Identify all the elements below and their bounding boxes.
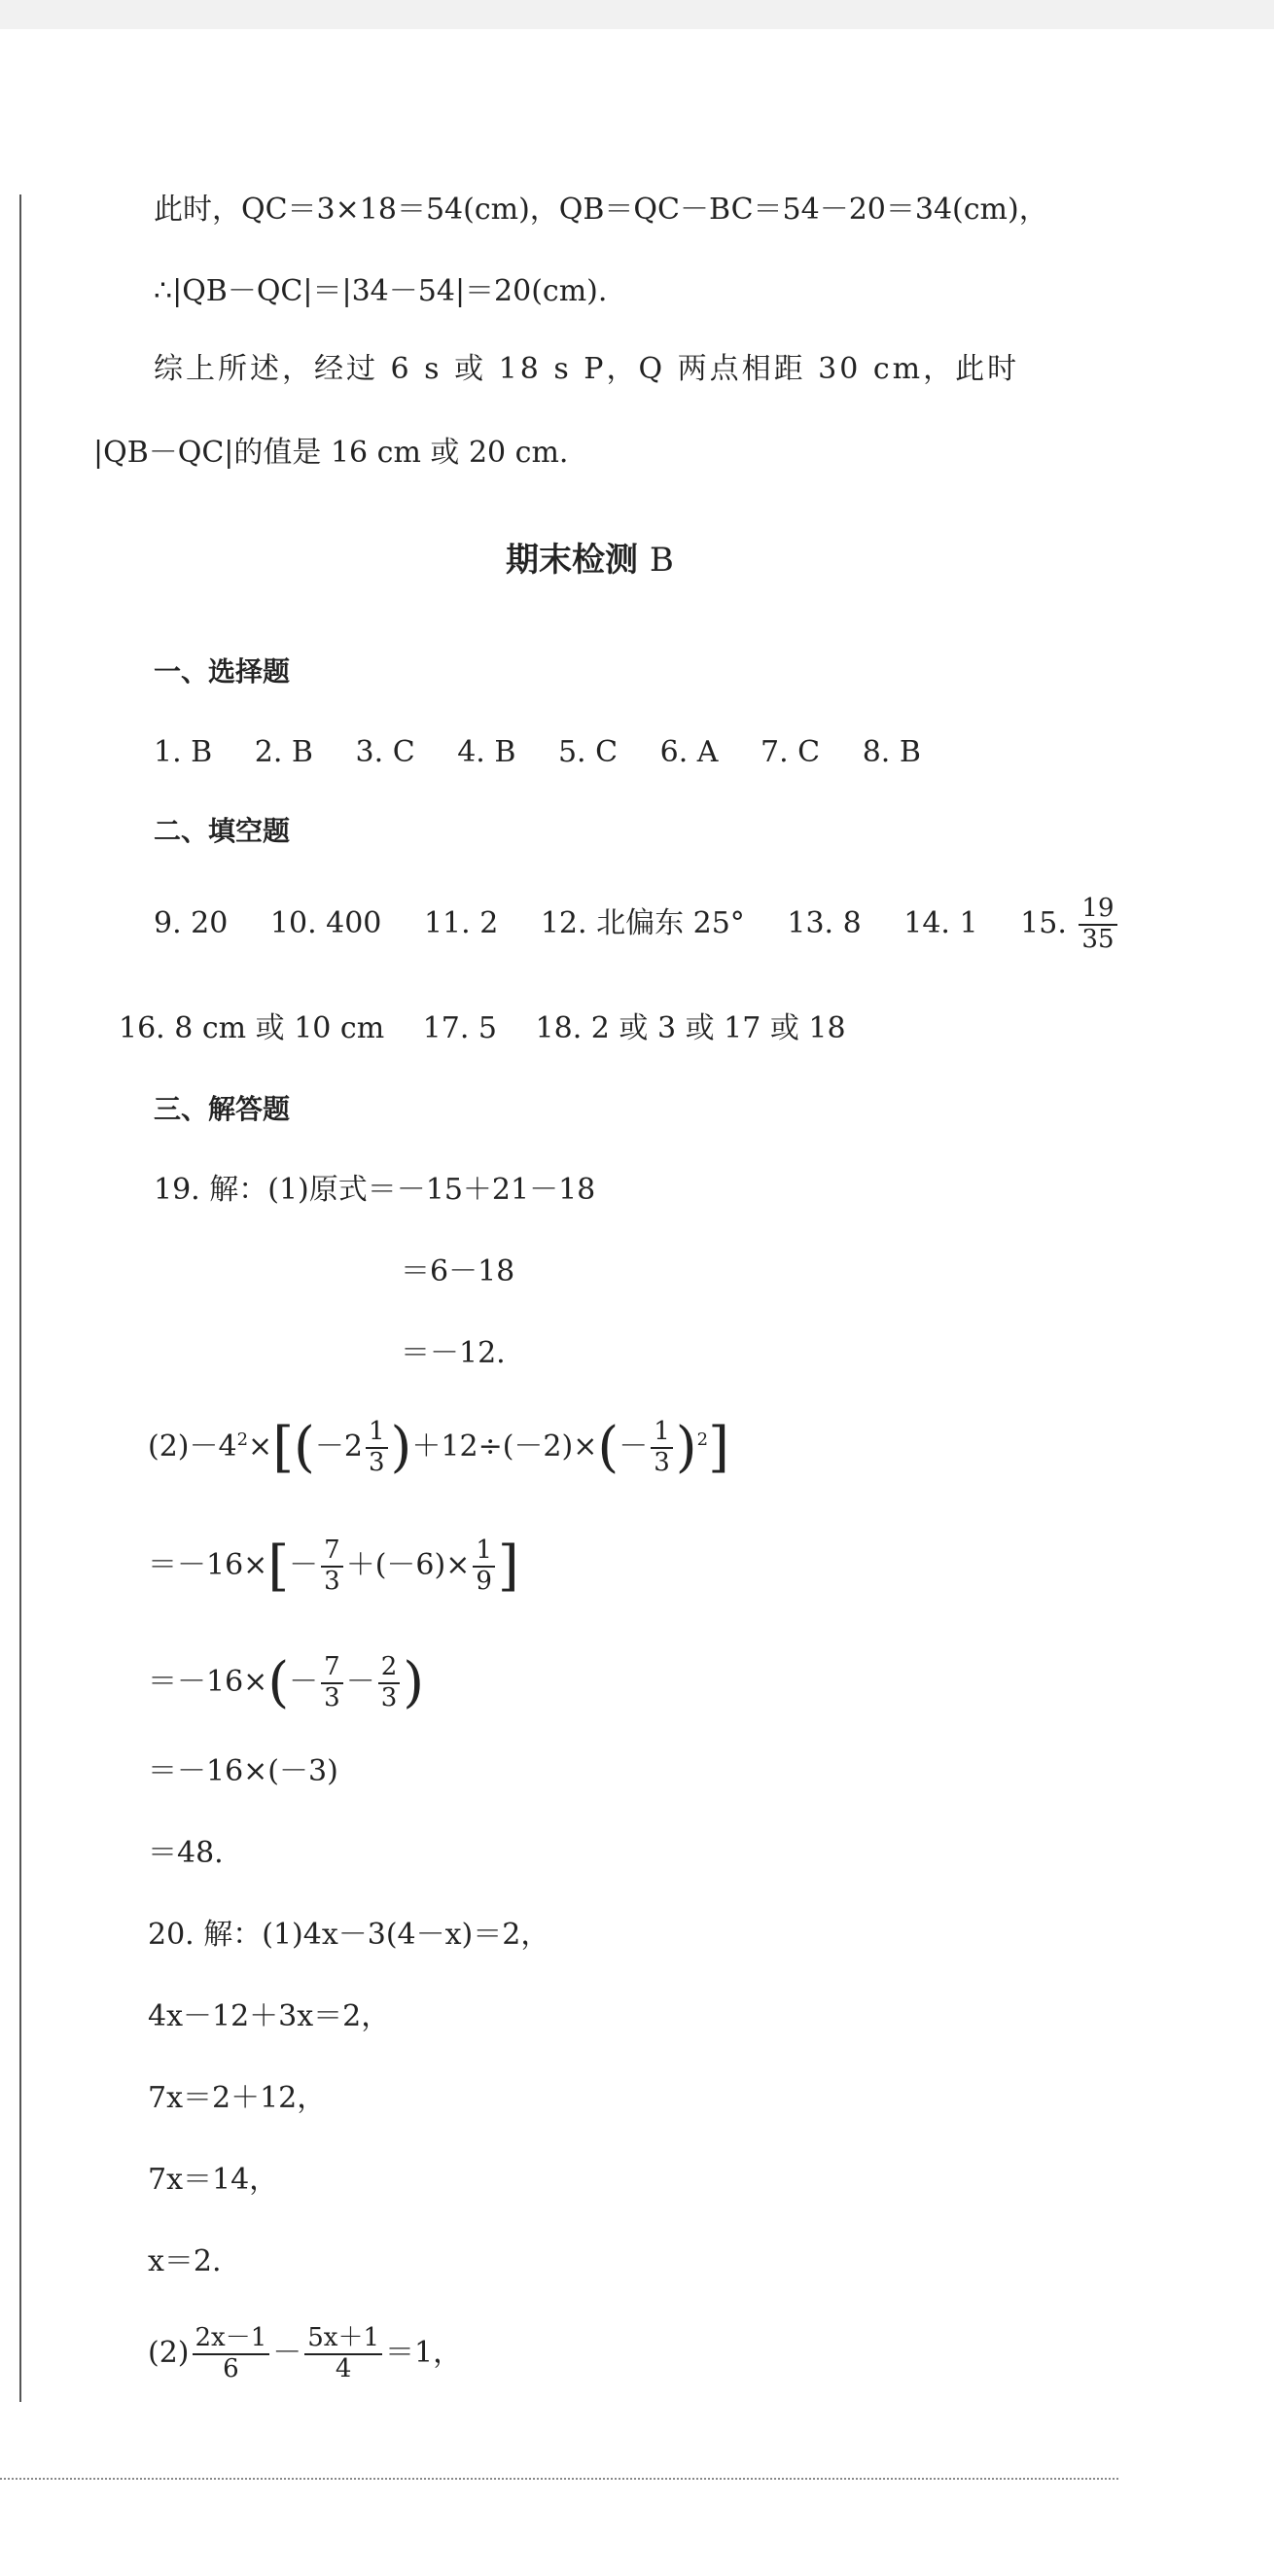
fill-answer: 15. bbox=[1020, 905, 1067, 940]
fill-answer: 11. 2 bbox=[423, 905, 499, 940]
section-heading-fill: 二、填空题 bbox=[154, 815, 291, 847]
text-line-4: |QB－QC|的值是 16 cm 或 20 cm. bbox=[93, 436, 569, 470]
section-heading-solve: 三、解答题 bbox=[154, 1093, 291, 1125]
fraction-19-35: $\frac{19}{35}$ bbox=[1079, 895, 1116, 955]
text-line-2: ∴|QB－QC|＝|34－54|＝20(cm). bbox=[154, 274, 608, 308]
q19-line-1: 19. 解：(1)原式＝－15＋21－18 bbox=[154, 1173, 596, 1207]
q19-line-3: ＝－12. bbox=[401, 1336, 506, 1370]
choice-answer: 8. B bbox=[862, 735, 921, 769]
fill-answer: 13. 8 bbox=[787, 905, 862, 940]
choice-answer: 1. B bbox=[154, 735, 213, 769]
q19-step-2: ＝－16×(－ $\frac{7}{3}$ － $\frac{2}{3}$ ) bbox=[148, 1650, 425, 1714]
choice-answer-row bbox=[154, 735, 921, 770]
q20-line-5: x＝2. bbox=[148, 2244, 222, 2278]
q19-step-1: ＝－16×[－ $\frac{7}{3}$ ＋(－6)× $\frac{1}{9}$ ] bbox=[148, 1534, 519, 1598]
choice-answer: 4. B bbox=[457, 735, 516, 769]
fraction-right: $\frac{5x+1}{4}$ bbox=[304, 2324, 382, 2384]
page-title bbox=[506, 541, 674, 581]
choice-answer: 7. C bbox=[761, 735, 821, 769]
title-text: 期末检测 bbox=[506, 541, 638, 580]
q20-line-3: 7x＝2＋12， bbox=[148, 2081, 327, 2115]
bottom-dotted-divider bbox=[0, 2478, 1118, 2480]
text-line-3: 综上所述，经过 6 s 或 18 s P，Q 两点相距 30 cm，此时 bbox=[154, 352, 1020, 386]
choice-answer: 3. C bbox=[355, 735, 415, 769]
section-heading-choice: 一、选择题 bbox=[154, 655, 291, 688]
top-shade bbox=[0, 0, 1274, 29]
fill-answer: 9. 20 bbox=[154, 905, 229, 940]
fill-answer: 14. 1 bbox=[903, 905, 978, 940]
fill-answer: 10. 400 bbox=[269, 905, 382, 940]
choice-answer: 6. A bbox=[659, 735, 719, 769]
fraction-left: $\frac{2x-1}{6}$ bbox=[193, 2324, 270, 2384]
q20-equation-2: (2) $\frac{2x-1}{6}$ － $\frac{5x+1}{4}$ ＝1， bbox=[148, 2323, 463, 2383]
margin-rule bbox=[19, 194, 21, 2402]
q20-line-4: 7x＝14， bbox=[148, 2163, 279, 2197]
fill-answer-row-2: 16. 8 cm 或 10 cm 17. 5 18. 2 或 3 或 17 或 18 bbox=[119, 1011, 846, 1045]
fill-answer: 12. 北偏东 25° bbox=[540, 905, 745, 940]
title-letter: B bbox=[649, 541, 674, 580]
fill-answer-row bbox=[154, 895, 1120, 955]
choice-answer: 2. B bbox=[254, 735, 313, 769]
q19-step-4: ＝48. bbox=[148, 1836, 224, 1870]
text-line-1: 此时，QC＝3×18＝54(cm)，QB＝QC－BC＝54－20＝34(cm)， bbox=[154, 193, 1048, 227]
q20-line-1: 20. 解：(1)4x－3(4－x)＝2， bbox=[148, 1918, 550, 1952]
q19-expression-2: $(2)-4^2\times[(-2$ $\frac{1}{3}$ )＋12÷(－2)×(－ $\frac{1}{3}$ )$^2$] bbox=[148, 1415, 729, 1479]
q19-step-3: ＝－16×(－3) bbox=[148, 1754, 338, 1788]
q19-line-2: ＝6－18 bbox=[401, 1254, 515, 1288]
choice-answer: 5. C bbox=[557, 735, 619, 769]
q20-line-2: 4x－12＋3x＝2， bbox=[148, 1999, 391, 2033]
